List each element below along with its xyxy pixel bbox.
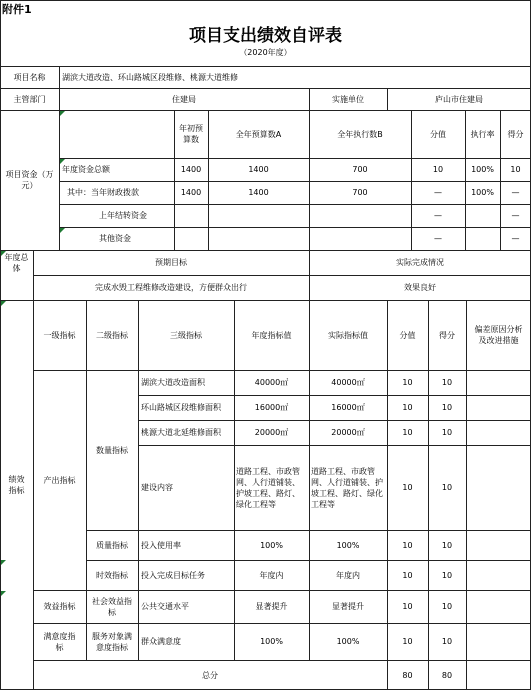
indicator-actual: 40000㎡ <box>331 378 365 387</box>
grid-line-v <box>0 0 1 66</box>
form-title: 项目支出绩效自评表 <box>189 26 342 46</box>
funds-row-full-budget: 1400 <box>248 188 269 197</box>
timeliness-indicator-label: 时效指标 <box>96 570 128 580</box>
indicator-score: 10 <box>402 602 413 611</box>
overall-actual: 效果良好 <box>404 283 436 292</box>
perf-header-got: 得分 <box>439 330 455 340</box>
indicator-actual: 100% <box>336 540 360 550</box>
indicator-l3: 投入使用率 <box>141 540 181 550</box>
indicator-l3: 湖滨大道改造面积 <box>141 378 205 387</box>
indicator-got: 10 <box>441 570 453 580</box>
perf-header-actual: 实际指标值 <box>328 330 368 340</box>
funds-row-full-exec: 700 <box>352 165 368 174</box>
funds-row-rate: 100% <box>471 165 494 174</box>
funds-row-got: — <box>511 211 520 220</box>
indicator-got: 10 <box>441 378 453 387</box>
funds-header-full-budget: 全年预算数A <box>235 129 282 139</box>
perf-header-l3: 三级指标 <box>170 330 202 340</box>
indicator-target: 道路工程、市政管网、人行道铺装、护坡工程、路灯、绿化工程等 <box>236 466 300 509</box>
funds-row-score: — <box>434 211 442 220</box>
funds-row-full-budget: 1400 <box>248 165 269 174</box>
indicator-got: 10 <box>441 403 453 412</box>
indicator-score: 10 <box>402 637 413 646</box>
cell-marker <box>1 251 6 256</box>
funds-row-initial: 1400 <box>180 188 202 197</box>
project-name-label: 项目名称 <box>13 72 46 82</box>
funds-row-label: 上年结转资金 <box>99 211 147 220</box>
indicator-actual: 显著提升 <box>332 602 364 611</box>
funds-row-label: 其他资金 <box>99 234 131 243</box>
funds-row-score: — <box>434 234 442 243</box>
indicator-got: 10 <box>441 483 453 492</box>
indicator-l3: 建设内容 <box>141 483 173 492</box>
satisfaction-indicator-label: 满意度指标 <box>43 631 76 652</box>
indicator-actual: 100% <box>336 637 360 646</box>
funds-row-score: 10 <box>432 165 444 174</box>
funds-row-initial: 1400 <box>180 165 202 174</box>
output-indicator-label: 产出指标 <box>43 475 76 485</box>
attachment-label: 附件1 <box>2 3 32 16</box>
indicator-score: 10 <box>402 428 413 437</box>
indicator-l3: 桃源大道北延维修面积 <box>141 428 221 437</box>
total-got: 80 <box>441 670 453 680</box>
funds-row-label: 其中：当年财政拨款 <box>67 188 139 197</box>
indicator-got: 10 <box>441 428 453 437</box>
service-indicator-label: 服务对象满意度指标 <box>92 631 132 652</box>
indicator-target: 100% <box>260 637 283 646</box>
indicator-l3: 环山路城区段维修面积 <box>141 403 221 412</box>
cell-marker <box>60 228 65 233</box>
overall-expected-label: 预期目标 <box>155 258 187 267</box>
cell-marker <box>1 301 6 306</box>
funds-row-score: — <box>434 188 442 197</box>
perf-header-score: 分值 <box>399 330 416 340</box>
funds-row-label: 年度资金总额 <box>62 165 110 174</box>
funds-header-rate: 执行率 <box>470 129 495 139</box>
overall-expected: 完成水毁工程维修改造建设，方便群众出行 <box>95 283 247 292</box>
form-year: （2020年度） <box>239 48 292 57</box>
impl-value: 庐山市住建局 <box>435 94 483 104</box>
funds-row-full-exec: 700 <box>352 188 368 197</box>
indicator-l3: 公共交通水平 <box>141 602 189 611</box>
indicator-target: 100% <box>260 540 283 550</box>
funds-header-got: 得分 <box>507 129 524 139</box>
funds-row-got: — <box>511 188 520 197</box>
cell-marker <box>1 560 6 565</box>
quality-indicator-label: 质量指标 <box>96 540 128 550</box>
social-indicator-label: 社会效益指标 <box>92 596 132 617</box>
overall-actual-label: 实际完成情况 <box>396 258 444 267</box>
dept-value: 住建局 <box>172 94 196 104</box>
indicator-score: 10 <box>402 570 413 580</box>
indicator-got: 10 <box>441 540 453 550</box>
funds-header-initial: 年初预算数 <box>179 124 203 144</box>
perf-header-target: 年度指标值 <box>251 330 292 340</box>
benefit-indicator-label: 效益指标 <box>43 602 76 611</box>
grid-line-h <box>0 0 531 1</box>
impl-label: 实施单位 <box>332 94 364 104</box>
project-name-value: 湖滨大道改造、环山路城区段维修、桃源大道维修 <box>62 72 238 82</box>
funds-label: 项目资金（万元） <box>5 170 54 190</box>
indicator-actual: 年度内 <box>336 570 360 580</box>
total-score: 80 <box>402 670 413 680</box>
perf-label: 绩效指标 <box>8 475 25 495</box>
indicator-got: 10 <box>441 602 453 611</box>
funds-header-score: 分值 <box>430 129 446 139</box>
indicator-target: 16000㎡ <box>254 403 289 412</box>
indicator-score: 10 <box>402 378 413 387</box>
perf-header-l1: 一级指标 <box>43 330 76 340</box>
funds-row-got: 10 <box>510 165 521 174</box>
indicator-score: 10 <box>402 483 413 492</box>
indicator-target: 40000㎡ <box>254 378 289 387</box>
indicator-score: 10 <box>402 403 413 412</box>
cell-marker <box>60 159 65 164</box>
indicator-actual: 16000㎡ <box>331 403 365 412</box>
funds-header-full-exec: 全年执行数B <box>337 129 383 139</box>
indicator-score: 10 <box>402 540 413 550</box>
indicator-l3: 群众满意度 <box>141 637 181 646</box>
dept-label: 主管部门 <box>13 94 46 104</box>
indicator-target: 年度内 <box>259 570 284 580</box>
funds-row-got: — <box>511 234 520 243</box>
quantity-indicator-label: 数量指标 <box>96 445 128 455</box>
perf-header-l2: 二级指标 <box>96 330 128 340</box>
total-label: 总分 <box>202 670 218 680</box>
indicator-actual: 20000㎡ <box>331 428 365 437</box>
indicator-l3: 投入完成目标任务 <box>141 570 205 580</box>
indicator-actual: 道路工程、市政管网、人行道铺装、护坡工程、路灯、绿化工程等 <box>311 466 383 509</box>
cell-marker <box>1 591 6 596</box>
funds-row-rate: 100% <box>471 188 494 197</box>
indicator-target: 显著提升 <box>255 602 288 611</box>
perf-header-reason: 偏差原因分析及改进措施 <box>474 325 523 345</box>
overall-label: 年度总体 <box>4 253 29 273</box>
indicator-target: 20000㎡ <box>254 428 289 437</box>
indicator-got: 10 <box>441 637 453 646</box>
cell-marker <box>60 111 65 116</box>
